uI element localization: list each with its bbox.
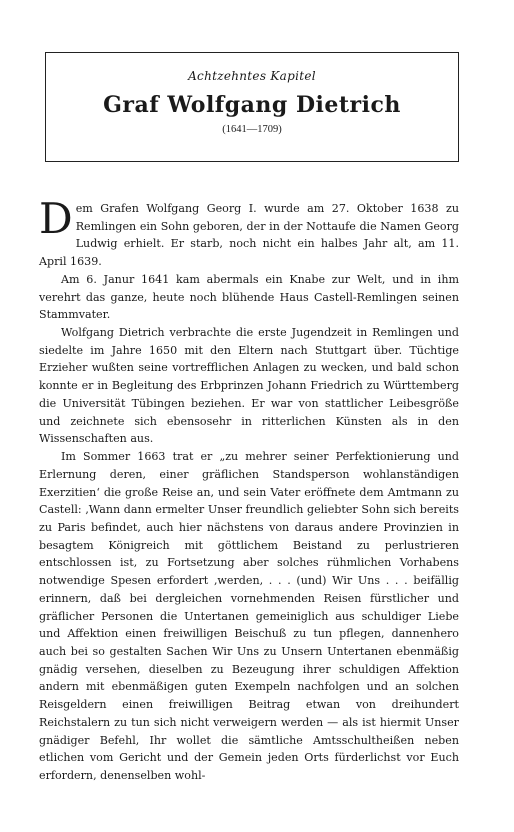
chapter-years: (1641—1709) xyxy=(222,124,282,135)
chapter-label: Achtzehntes Kapitel xyxy=(188,69,316,83)
body-text xyxy=(39,194,459,785)
chapter-title: Graf Wolfgang Dietrich xyxy=(103,92,401,118)
paragraph-1 xyxy=(39,194,459,271)
chapter-header-box xyxy=(45,52,459,162)
paragraph-4: Im Sommer 1663 trat er „zu mehrer seiner Perfektionierung und Erlernung deren, einer gräflichen Standsperson wohlanständigen Exerzitien‘ die große Reise an, und sein Vater eröffnete dem Amtmann zu Castell: ‚Wann dann ermelter Unser freundlich geliebter Sohn sich bereits zu Paris befindet, auch hier nächstens von daraus andere Provinzien in besagtem Königreich mit göttlichem Beistand zu perlustrieren entschlossen ist, zu Fortsetzung aber solches rühmlichen Vorhabens notwendige Spesen erfordert ‚werden, . . . (und) Wir Uns . . . beifällig erinnern, daß bei dergleichen vornehmenden Reisen fürstlicher und gräflicher Personen die Untertanen gemeiniglich aus schuldiger Liebe und Affektion einen freiwilligen Beischuß zu tun pflegen, dannenhero auch bei so gestalten Sachen Wir Uns zu Unsern Untertanen ebenmäßig gnädig versehen, dieselben zu Bezeugung ihrer schuldigen Affektion andern mit ebenmäßigen guten Exempeln nachfolgen und an solchen Reisgeldern einen freiwilligen Beitrag etwan von dreihundert Reichstalern zu tun sich nicht verweigern werden — als ist hiermit Unser gnädiger Befehl, Ihr wollet die sämtliche Amtsschultheißen neben etlichen vom Gericht und der Gemein jeden Orts fürderlichst vor Euch erfordern, denenselben wohl- xyxy=(39,450,459,782)
paragraph-3: Wolfgang Dietrich verbrachte die erste Jugendzeit in Remlingen und siedelte im Jahre 1650 mit den Eltern nach Stuttgart über. Tüchtige Erzieher wußten seine vortrefflichen Anlagen zu wecken, und bald schon konnte er in Begleitung des Erbprinzen Johann Friedrich zu Württemberg die Universität Tübingen beziehen. Er war von stattlicher Leibesgröße und zeichnete sich ebensosehr in ritterlichen Künsten als in den Wissenschaften aus. xyxy=(39,326,459,446)
paragraph-2: Am 6. Janur 1641 kam abermals ein Knabe zur Welt, und in ihm verehrt das ganze, heute noch blühende Haus Castell-Remlingen seinen Stammvater. xyxy=(39,272,459,322)
drop-cap: D xyxy=(39,194,73,243)
paragraph-1-text: em Grafen Wolfgang Georg I. wurde am 27. Oktober 1638 zu Remlingen ein Sohn geboren, der in der Nottaufe die Namen Georg Ludwig erhielt. Er starb, noch nicht ein halbes Jahr alt, am 11. April 1639. xyxy=(39,202,459,269)
